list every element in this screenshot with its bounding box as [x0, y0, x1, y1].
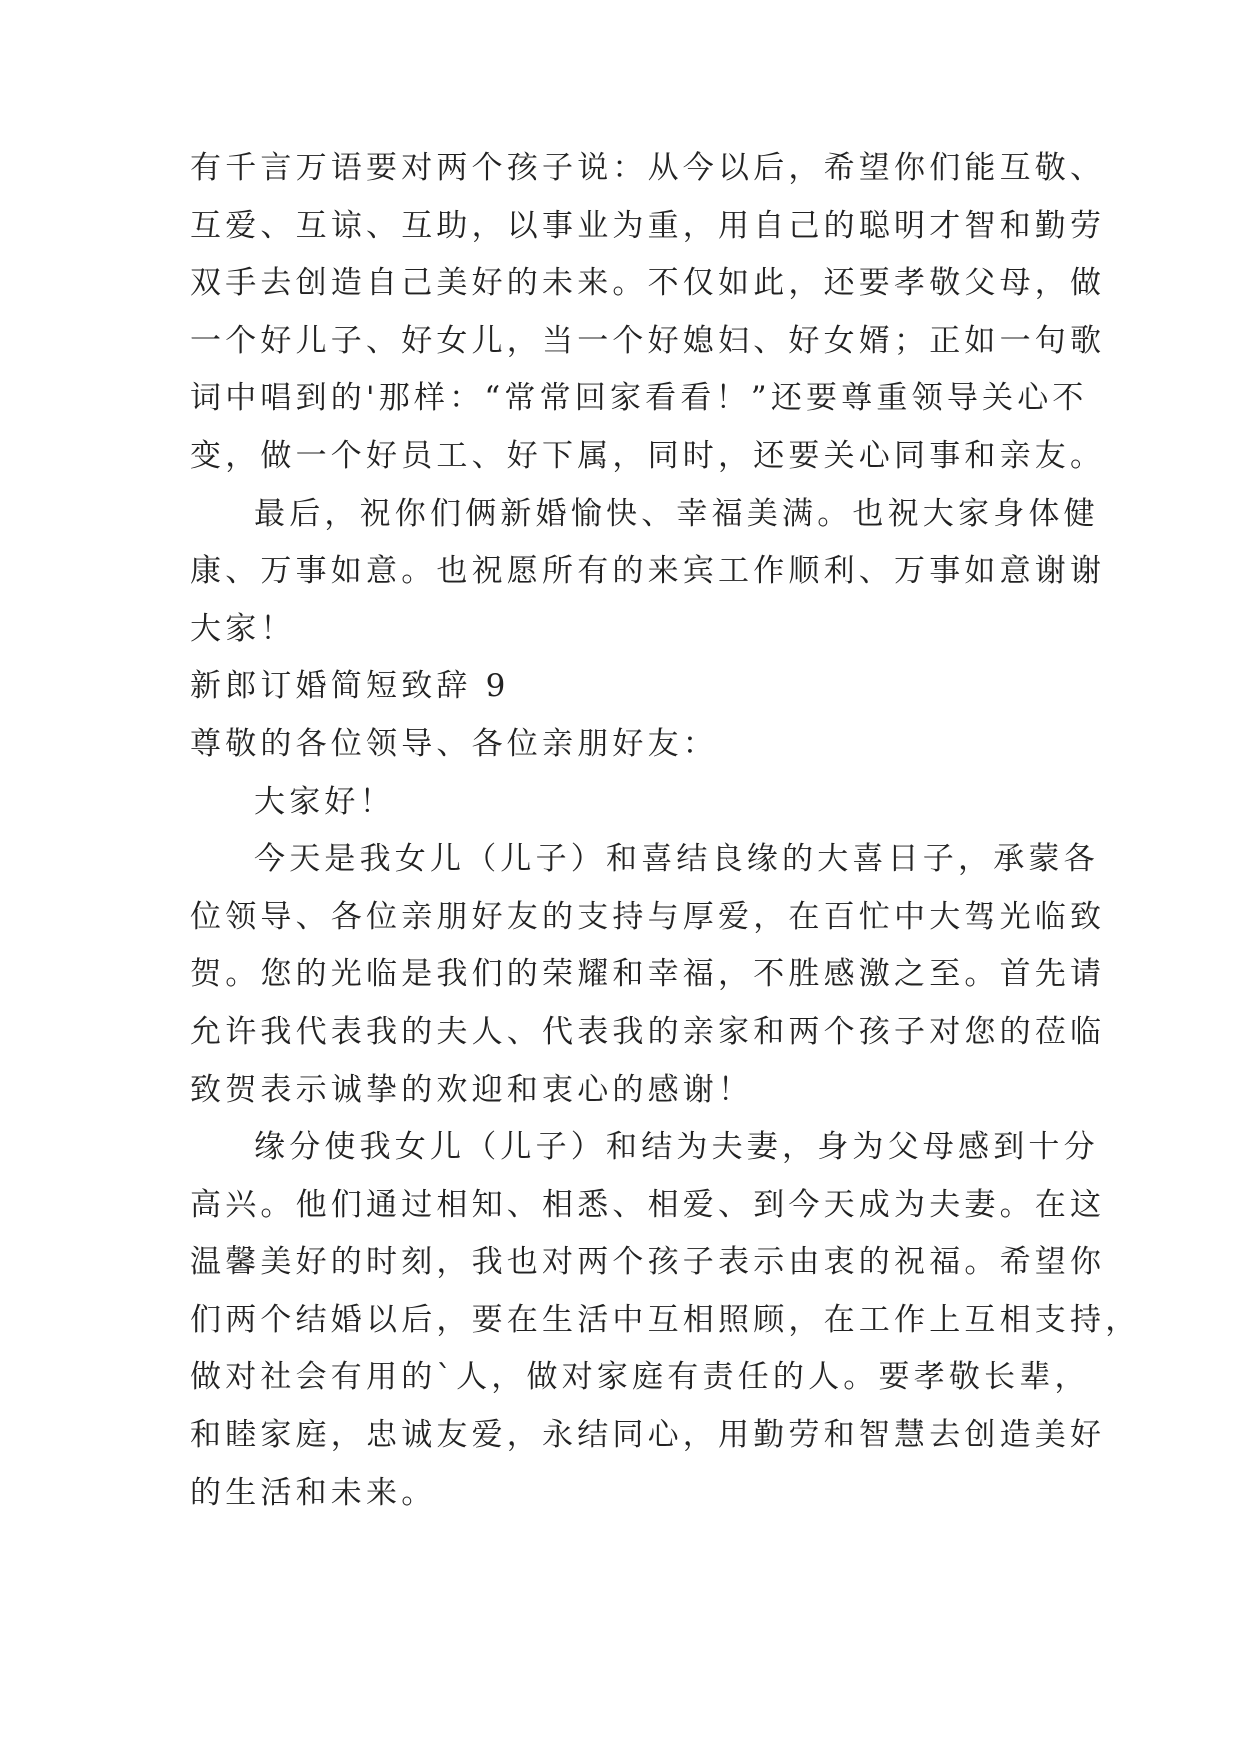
text-line: 致贺表示诚挚的欢迎和衷心的感谢！ — [190, 1071, 754, 1108]
text-line: 最后，祝你们俩新婚愉快、幸福美满。也祝大家身体健 — [254, 495, 1099, 532]
text-line: 做对社会有用的`人，做对家庭有责任的人。要孝敬长辈， — [190, 1359, 1090, 1396]
text-line: 位领导、各位亲朋好友的支持与厚爱，在百忙中大驾光临致 — [190, 898, 1106, 935]
text-line: 有千言万语要对两个孩子说：从今以后，希望你们能互敬、 — [190, 150, 1106, 186]
text-line: 贺。您的光临是我们的荣耀和幸福，不胜感激之至。首先请 — [190, 956, 1106, 993]
text-line: 一个好儿子、好女儿，当一个好媳妇、好女婿；正如一句歌 — [190, 322, 1106, 359]
text-line: 的生活和未来。 — [190, 1474, 437, 1511]
text-line: 大家！ — [190, 610, 296, 647]
text-line: 大家好！ — [254, 783, 395, 820]
text-line: 尊敬的各位领导、各位亲朋好友： — [190, 725, 718, 762]
text-line: 缘分使我女儿（儿子）和结为夫妻，身为父母感到十分 — [254, 1129, 1099, 1166]
text-line: 高兴。他们通过相知、相悉、相爱、到今天成为夫妻。在这 — [190, 1186, 1106, 1223]
text-line: 新郎订婚简短致辞 9 — [190, 668, 510, 705]
text-line: 温馨美好的时刻，我也对两个孩子表示由衷的祝福。希望你 — [190, 1244, 1106, 1281]
text-line: 互爱、互谅、互助，以事业为重，用自己的聪明才智和勤劳 — [190, 207, 1106, 244]
text-line: 变，做一个好员工、好下属，同时，还要关心同事和亲友。 — [190, 437, 1106, 474]
document-body — [190, 140, 1141, 1522]
text-line: 和睦家庭，忠诚友爱，永结同心，用勤劳和智慧去创造美好 — [190, 1417, 1106, 1454]
text-line: 今天是我女儿（儿子）和喜结良缘的大喜日子，承蒙各 — [254, 841, 1099, 878]
text-line: 允许我代表我的夫人、代表我的亲家和两个孩子对您的莅临 — [190, 1013, 1106, 1050]
text-line: 词中唱到的'那样：“常常回家看看！”还要尊重领导关心不 — [190, 380, 1088, 417]
text-line: 康、万事如意。也祝愿所有的来宾工作顺利、万事如意谢谢 — [190, 553, 1106, 590]
text-line: 双手去创造自己美好的未来。不仅如此，还要孝敬父母，做 — [190, 265, 1106, 302]
text-line: 们两个结婚以后，要在生活中互相照顾，在工作上互相支持， — [190, 1301, 1141, 1338]
